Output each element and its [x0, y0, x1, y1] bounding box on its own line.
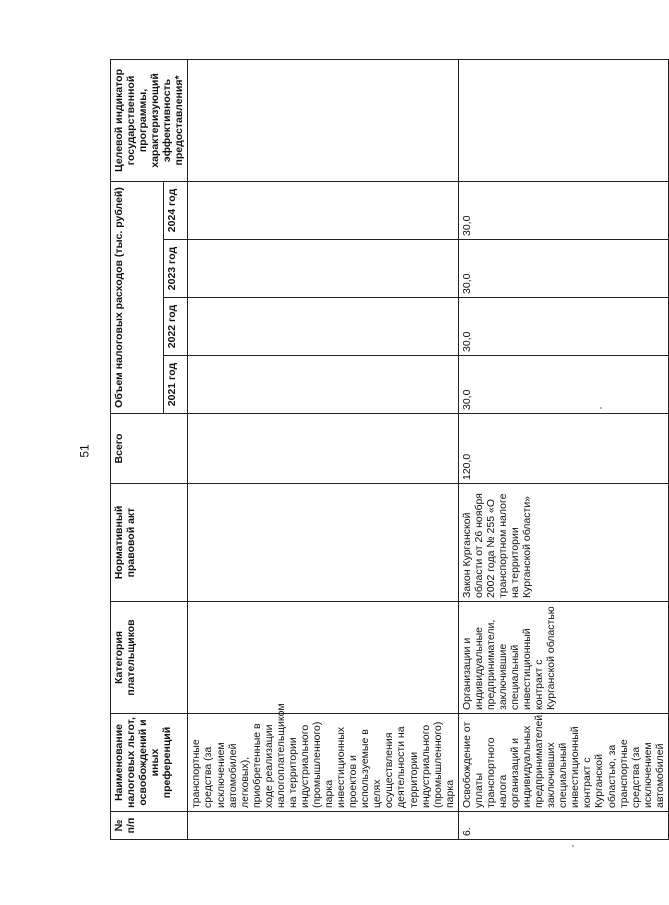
cell-2022: 30,0 [458, 298, 668, 356]
table-row [188, 59, 458, 839]
header-volume: Объем налоговых расходов (тыс. рублей) [111, 181, 164, 413]
cell-total: 120,0 [458, 414, 668, 484]
header-year-2023: 2023 год [164, 240, 188, 298]
header-year-2024: 2024 год [164, 181, 188, 239]
tax-expenditure-table [110, 59, 669, 840]
cell-2024 [188, 181, 458, 239]
cell-2024: 30,0 [458, 181, 668, 239]
cell-2023 [188, 240, 458, 298]
cell-num [188, 812, 458, 840]
cell-category [188, 602, 458, 714]
header-category: Категория плательщиков [111, 602, 188, 714]
header-year-2022: 2022 год [164, 298, 188, 356]
table-row [458, 59, 668, 839]
cell-indicator [458, 59, 668, 181]
cell-2023: 30,0 [458, 240, 668, 298]
header-total: Всего [111, 414, 188, 484]
cell-act: Закон Курганской области от 26 ноября 2002 года № 255 «О транспортном налоге на территории Курганской области» [458, 484, 668, 602]
header-num: № п/п [111, 812, 188, 840]
cell-num: 6. [458, 812, 668, 840]
header-indicator: Целевой индикатор государственной программы, характеризующий эффективность предоставления* [111, 59, 188, 181]
page-number: 51 [77, 444, 92, 458]
header-name: Наименование налоговых льгот, освобождений и иных преференций [111, 714, 188, 812]
cell-name: Освобождение от уплаты транспортного налога организаций и индивидуальных предпринимателей, заключивших специальный инвестиционный контракт с Курганской областью, за транспортные средства (за исключением автомобилей [458, 714, 668, 812]
cell-indicator [188, 59, 458, 181]
cell-name: транспортные средства (за исключением автомобилей легковых), приобретенные в ходе реализации налогоплательщиком на территории индустриального (промышленного) парка инвестиционных проектов и используемые в целях осуществления деятельности на территории индустриального (промышленного) парка [188, 714, 458, 812]
scan-speck [600, 407, 602, 409]
cell-2021 [188, 356, 458, 414]
cell-2021: 30,0 [458, 356, 668, 414]
header-year-2021: 2021 год [164, 356, 188, 414]
scan-speck [572, 845, 574, 847]
cell-category: Организации и индивидуальные предприниматели, заключившие специальный инвестиционный контракт с Курганской областью [458, 602, 668, 714]
cell-total [188, 414, 458, 484]
cell-2022 [188, 298, 458, 356]
cell-act [188, 484, 458, 602]
rotated-table-page [110, 60, 666, 840]
header-act: Нормативный правовой акт [111, 484, 188, 602]
